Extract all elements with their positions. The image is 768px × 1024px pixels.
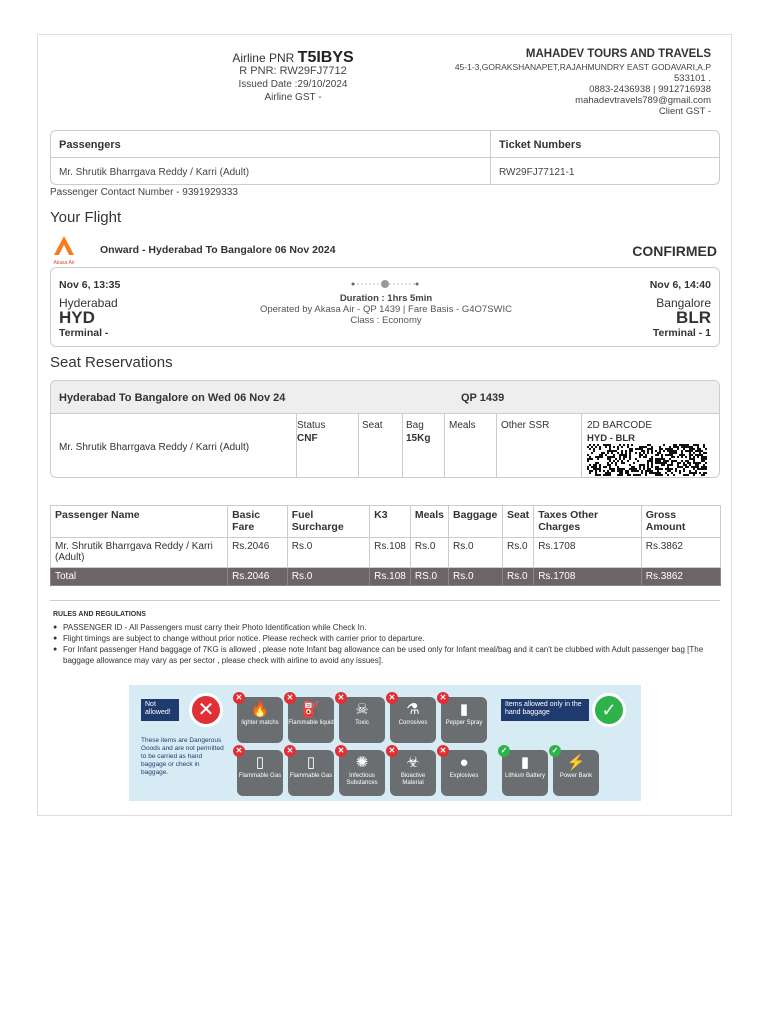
departure-code: HYD [59, 308, 95, 327]
seat-label: Seat [362, 420, 383, 431]
power-bank-icon: ⚡ [566, 754, 586, 771]
bioactive-tile: ✕ ☣ Bioactive Material [390, 750, 436, 796]
logo-text: Akasa Air [53, 260, 75, 266]
booking-status: CONFIRMED [632, 243, 717, 259]
row-seat: Rs.0 [503, 538, 534, 568]
x-badge-icon: ✕ [233, 692, 245, 704]
rule-item: ● Flight timings are subject to change without prior notice. Please recheck with carrier prior to departure. [53, 633, 713, 644]
operated-by: Operated by Akasa Air - QP 1439 | Fare Basis - G4O7SWIC [259, 304, 513, 315]
row-meals: Rs.0 [410, 538, 448, 568]
x-badge-icon: ✕ [335, 745, 347, 757]
check-badge-icon: ✓ [498, 745, 510, 757]
onward-route: Onward - Hyderabad To Bangalore 06 Nov 2024 [100, 244, 336, 256]
r-pnr: R PNR: RW29FJ7712 [239, 65, 347, 77]
flammable-gas-tile: ✕ ▯ Flammable Gas [288, 750, 334, 796]
header-basic-fare: Basic Fare [228, 506, 288, 538]
your-flight-title: Your Flight [50, 209, 122, 226]
row-fuel-surcharge: Rs.0 [287, 538, 369, 568]
header-passenger-name: Passenger Name [51, 506, 228, 538]
departure-city: Hyderabad [59, 296, 118, 310]
arrival-time: Nov 6, 14:40 [649, 279, 711, 291]
barcode-image [587, 444, 707, 476]
rule-item: ● For Infant passenger Hand baggage of 7KG is allowed , please note Infant bag allowance can be used only for Infant meal/bag and it can't be clubbed with Adult passenger bag [The baggage allowance may vary as per sector , please check with airline to avoid any issues]. [53, 644, 713, 666]
toxic-tile: ✕ ☠ Toxic [339, 697, 385, 743]
seat-reservations-title: Seat Reservations [50, 354, 173, 371]
total-basic-fare: Rs.2046 [228, 568, 288, 586]
total-gross-amount: Rs.3862 [641, 568, 720, 586]
gas-can-icon: ▯ [306, 754, 316, 771]
corrosives-icon: ⚗ [406, 701, 420, 718]
flammable-liquid-tile: ✕ ⛽ Flammable liquid [288, 697, 334, 743]
header-seat: Seat [503, 506, 534, 538]
fare-total-row [51, 568, 721, 586]
departure-terminal: Terminal - [59, 327, 109, 339]
x-badge-icon: ✕ [437, 745, 449, 757]
allowed-check-icon: ✓ [592, 693, 626, 727]
agency-address: 45-1-3,GORAKSHANAPET,RAJAHMUNDRY EAST GODAVARI,A.P [454, 62, 711, 72]
gas-cylinder-icon: ▯ [255, 754, 265, 771]
not-allowed-label: Not allowed! [141, 699, 179, 721]
akasa-air-logo [50, 235, 78, 266]
fare-passenger-row [51, 538, 721, 568]
allowed-items-label: Items allowed only in the hand baggage [501, 699, 589, 721]
fare-header-row [51, 506, 721, 538]
fare-table [50, 505, 721, 586]
seat-route: Hyderabad To Bangalore on Wed 06 Nov 24 [59, 392, 286, 404]
rules-title: RULES AND REGULATIONS [53, 611, 146, 618]
lithium-battery-tile: ✓ ▮ Lithium Battery [502, 750, 548, 796]
battery-icon: ▮ [520, 754, 530, 771]
pnr-label: Airline PNR [232, 51, 295, 65]
lighter-tile: ✕ 🔥 lighter matchs [237, 697, 283, 743]
total-fuel-surcharge: Rs.0 [287, 568, 369, 586]
header-fuel-surcharge: Fuel Surcharge [287, 506, 369, 538]
pepper-spray-tile: ✕ ▮ Pepper Spray [441, 697, 487, 743]
dangerous-goods-text: These items are Dangerous Goods and are not permitted to be carried as hand baggage or check in baggage. [141, 737, 224, 776]
agency-email: mahadevtravels789@gmail.com [575, 95, 711, 106]
pnr-block [218, 51, 368, 104]
x-badge-icon: ✕ [437, 692, 449, 704]
flight-box [50, 267, 720, 347]
meals-label: Meals [449, 420, 476, 431]
header-baggage: Baggage [449, 506, 503, 538]
header-k3: K3 [370, 506, 411, 538]
explosives-tile: ✕ ● Explosives [441, 750, 487, 796]
passenger-box [50, 130, 720, 185]
flight-details [201, 293, 571, 326]
row-passenger-name: Mr. Shrutik Bharrgava Reddy / Karri (Adult) [51, 538, 228, 568]
departure-time: Nov 6, 13:35 [59, 279, 121, 291]
status-label: Status [297, 420, 326, 431]
x-badge-icon: ✕ [335, 692, 347, 704]
other-ssr-label: Other SSR [501, 420, 550, 431]
row-k3: Rs.108 [370, 538, 411, 568]
client-gst: Client GST - [658, 106, 711, 117]
row-gross-amount: Rs.3862 [641, 538, 720, 568]
duration: Duration : 1hrs 5min [339, 293, 433, 304]
arrival-code: BLR [676, 308, 711, 327]
seat-header [51, 381, 719, 414]
prohibited-x-icon: ✕ [189, 693, 223, 727]
agency-block [441, 49, 711, 117]
row-basic-fare: Rs.2046 [228, 538, 288, 568]
issued-date: Issued Date :29/10/2024 [238, 79, 348, 90]
header-gross-amount: Gross Amount [641, 506, 720, 538]
header-taxes: Taxes Other Charges [534, 506, 642, 538]
lighter-icon: 🔥 [250, 701, 270, 718]
agency-phone: 0883-2436938 | 9912716938 [589, 84, 711, 95]
status-value: CNF [297, 433, 318, 444]
rule-item: ● PASSENGER ID - All Passengers must carry their Photo Identification while Check In. [53, 622, 713, 633]
total-label: Total [51, 568, 228, 586]
total-taxes: Rs.1708 [534, 568, 642, 586]
route-line [351, 275, 419, 283]
infectious-tile: ✕ ✺ Infectious Substances [339, 750, 385, 796]
x-badge-icon: ✕ [284, 745, 296, 757]
bag-value: 15Kg [406, 433, 431, 444]
passengers-header: Passengers [59, 139, 121, 151]
check-badge-icon: ✓ [549, 745, 561, 757]
total-baggage: Rs.0 [449, 568, 503, 586]
corrosives-tile: ✕ ⚗ Corrosives [390, 697, 436, 743]
row-taxes: Rs.1708 [534, 538, 642, 568]
ticket-number: RW29FJ77121-1 [499, 167, 575, 178]
x-badge-icon: ✕ [386, 745, 398, 757]
barcode-label: 2D BARCODE [587, 420, 653, 431]
barcode-route: HYD - BLR [587, 433, 636, 444]
bag-label: Bag [406, 420, 424, 431]
pnr-value: T5IBYS [297, 49, 354, 66]
toxic-icon: ☠ [355, 701, 369, 718]
pepper-spray-icon: ▮ [459, 701, 469, 718]
x-badge-icon: ✕ [386, 692, 398, 704]
x-badge-icon: ✕ [284, 692, 296, 704]
total-k3: Rs.108 [370, 568, 411, 586]
passenger-name: Mr. Shrutik Bharrgava Reddy / Karri (Adult) [59, 167, 250, 178]
agency-name: MAHADEV TOURS AND TRAVELS [525, 48, 711, 60]
airline-gst: Airline GST - [264, 92, 322, 103]
agency-pincode: 533101 . [674, 73, 711, 84]
flammable-liquid-icon: ⛽ [301, 701, 321, 718]
x-badge-icon: ✕ [233, 745, 245, 757]
biohazard-icon: ☣ [406, 754, 420, 771]
dangerous-goods-banner [129, 685, 641, 801]
seat-passenger: Mr. Shrutik Bharrgava Reddy / Karri (Adult) [59, 442, 250, 453]
ticket-page [37, 34, 732, 816]
flammable-gas-tile: ✕ ▯ Flammable Gas [237, 750, 283, 796]
seat-flight-number: QP 1439 [461, 392, 505, 404]
total-seat: Rs.0 [503, 568, 534, 586]
seat-reservation-box [50, 380, 720, 478]
travel-class: Class : Economy [350, 315, 422, 326]
row-baggage: Rs.0 [449, 538, 503, 568]
bomb-icon: ● [459, 754, 469, 771]
header-meals: Meals [410, 506, 448, 538]
power-bank-tile: ✓ ⚡ Power Bank [553, 750, 599, 796]
virus-icon: ✺ [355, 754, 369, 771]
total-meals: RS.0 [410, 568, 448, 586]
rules-section [53, 609, 713, 666]
arrival-terminal: Terminal - 1 [652, 327, 711, 339]
contact-number: Passenger Contact Number - 9391929333 [50, 187, 238, 198]
ticket-numbers-header: Ticket Numbers [499, 139, 582, 151]
arrival-city: Bangalore [656, 296, 711, 310]
